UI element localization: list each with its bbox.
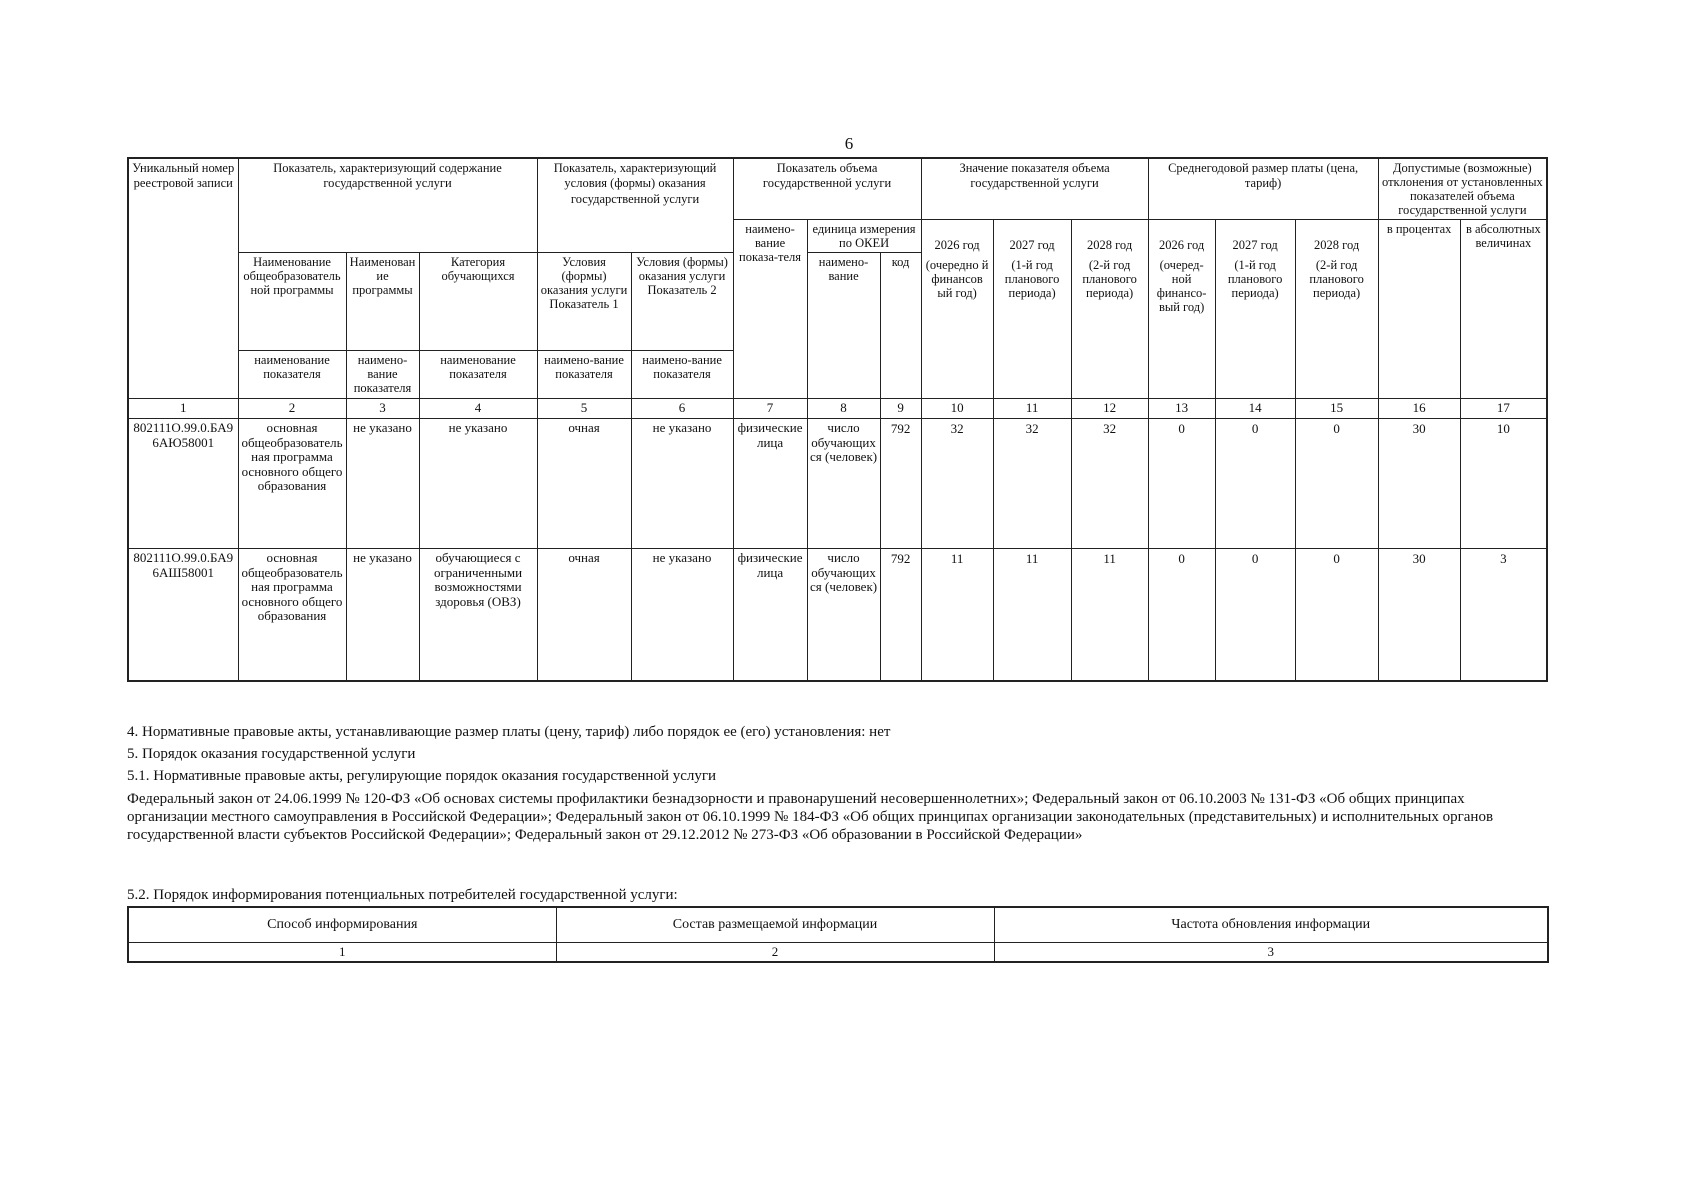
value-2026: 11 — [921, 549, 993, 681]
column-number: 4 — [419, 399, 537, 419]
deviation-percent: 30 — [1378, 419, 1460, 549]
subheader-indicator-name: наимено-вание показателя — [346, 351, 419, 399]
section-4-fee-acts: 4. Нормативные правовые акты, устанавливающие размер платы (цену, тариф) либо порядок ее (его) установления: нет — [127, 724, 891, 740]
subheader-indicator-name: наимено-вание показателя — [631, 351, 733, 399]
condition-2: не указано — [631, 419, 733, 549]
header-fee-2028: 2028 год (2-й год планового периода) — [1295, 220, 1378, 399]
header-allowed-deviation: Допустимые (возможные) отклонения от установленных показателей объема государственной услуги — [1378, 158, 1547, 220]
program-name: основная общеобразовательная программа основного общего образования — [238, 419, 346, 549]
unit-code: 792 — [880, 419, 921, 549]
header-average-fee: Среднегодовой размер платы (цена, тариф) — [1148, 158, 1378, 220]
column-number: 8 — [807, 399, 880, 419]
header-registry-number: Уникальный номер реестровой записи — [128, 158, 238, 399]
column-number: 12 — [1071, 399, 1148, 419]
column-number: 17 — [1460, 399, 1547, 419]
subheader-indicator-name: наименование показателя — [238, 351, 346, 399]
federal-laws-list: Федеральный закон от 24.06.1999 № 120-ФЗ «Об основах системы профилактики безнадзорности и правонарушений несовершеннолетних»; Федеральный закон от 06.10.2003 № 131-ФЗ «Об общих принципах организации местного самоуправления в Российской Федерации»; Федеральный закон от 06.10.1999 № 184-ФЗ «Об общих принципах организации законодательных (представительных) и исполнительных органов государственной власти субъектов Российской Федерации»; Федеральный закон от 29.12.2012 № 273-ФЗ «Об образовании в Российской Федерации» — [127, 791, 1494, 843]
condition-2: не указано — [631, 549, 733, 681]
program-kind: не указано — [346, 549, 419, 681]
unit-name: число обучающихся (человек) — [807, 419, 880, 549]
student-category: обучающиеся с ограниченными возможностями здоровья (ОВЗ) — [419, 549, 537, 681]
value-2028: 11 — [1071, 549, 1148, 681]
column-number: 14 — [1215, 399, 1295, 419]
header-info-method: Способ информирования — [128, 907, 556, 943]
condition-1: очная — [537, 419, 631, 549]
value-2026: 32 — [921, 419, 993, 549]
header-fee-2027: 2027 год (1-й год планового периода) — [1215, 220, 1295, 399]
unit-code: 792 — [880, 549, 921, 681]
student-category: не указано — [419, 419, 537, 549]
deviation-absolute: 10 — [1460, 419, 1547, 549]
header-condition-2: Условия (формы) оказания услуги Показатель 2 — [631, 253, 733, 351]
column-number: 1 — [128, 399, 238, 419]
header-info-frequency: Частота обновления информации — [994, 907, 1548, 943]
column-number: 10 — [921, 399, 993, 419]
value-2027: 11 — [993, 549, 1071, 681]
table-row — [128, 419, 1547, 549]
column-number: 9 — [880, 399, 921, 419]
section-5-title: 5. Порядок оказания государственной услуги — [127, 746, 416, 762]
header-program-kind: Наименование программы — [346, 253, 419, 351]
header-student-category: Категория обучающихся — [419, 253, 537, 351]
header-content-indicator: Показатель, характеризующий содержание государственной услуги — [238, 158, 537, 253]
fee-2027: 0 — [1215, 419, 1295, 549]
section-5-1-title: 5.1. Нормативные правовые акты, регулирующие порядок оказания государственной услуги — [127, 768, 717, 784]
fee-2027: 0 — [1215, 549, 1295, 681]
table-row — [128, 549, 1547, 681]
column-number: 2 — [556, 943, 994, 963]
column-number: 3 — [994, 943, 1548, 963]
header-program-name: Наименование общеобразовательной программы — [238, 253, 346, 351]
value-2028: 32 — [1071, 419, 1148, 549]
fee-2026: 0 — [1148, 419, 1215, 549]
column-number: 16 — [1378, 399, 1460, 419]
column-number: 2 — [238, 399, 346, 419]
registry-number: 802111О.99.0.БА96АШ58001 — [128, 549, 238, 681]
header-value-2026: 2026 год (очередно й финансов ый год) — [921, 220, 993, 399]
service-volume-table — [127, 157, 1548, 682]
header-deviation-percent: в процентах — [1378, 220, 1460, 399]
header-volume-indicator: Показатель объема государственной услуги — [733, 158, 921, 220]
header-fee-2026: 2026 год (очеред-ной финансо-вый год) — [1148, 220, 1215, 399]
column-number: 13 — [1148, 399, 1215, 419]
column-number: 6 — [631, 399, 733, 419]
column-number: 5 — [537, 399, 631, 419]
column-number: 7 — [733, 399, 807, 419]
page-number: 6 — [844, 134, 854, 153]
header-okei-unit: единица измерения по ОКЕИ — [807, 220, 921, 253]
header-condition-1: Условия (формы) оказания услуги Показатель 1 — [537, 253, 631, 351]
fee-2026: 0 — [1148, 549, 1215, 681]
volume-indicator-name: физические лица — [733, 549, 807, 681]
value-2027: 32 — [993, 419, 1071, 549]
column-number: 11 — [993, 399, 1071, 419]
condition-1: очная — [537, 549, 631, 681]
registry-number: 802111О.99.0.БА96АЮ58001 — [128, 419, 238, 549]
program-kind: не указано — [346, 419, 419, 549]
column-numbers-row — [128, 399, 1547, 419]
subheader-indicator-name: наименование показателя — [419, 351, 537, 399]
header-volume-value: Значение показателя объема государственной услуги — [921, 158, 1148, 220]
fee-2028: 0 — [1295, 419, 1378, 549]
column-number: 1 — [128, 943, 556, 963]
unit-name: число обучающихся (человек) — [807, 549, 880, 681]
column-number: 15 — [1295, 399, 1378, 419]
header-conditions-indicator: Показатель, характеризующий условия (формы) оказания государственной услуги — [537, 158, 733, 253]
volume-indicator-name: физические лица — [733, 419, 807, 549]
deviation-percent: 30 — [1378, 549, 1460, 681]
header-volume-name: наимено-вание показа-теля — [733, 220, 807, 399]
information-table — [127, 906, 1549, 963]
header-value-2028: 2028 год (2-й год планового периода) — [1071, 220, 1148, 399]
header-deviation-absolute: в абсолютных величинах — [1460, 220, 1547, 399]
header-value-2027: 2027 год (1-й год планового периода) — [993, 220, 1071, 399]
program-name: основная общеобразовательная программа основного общего образования — [238, 549, 346, 681]
deviation-absolute: 3 — [1460, 549, 1547, 681]
fee-2028: 0 — [1295, 549, 1378, 681]
column-number: 3 — [346, 399, 419, 419]
subheader-indicator-name: наимено-вание показателя — [537, 351, 631, 399]
header-info-content: Состав размещаемой информации — [556, 907, 994, 943]
section-5-2-title: 5.2. Порядок информирования потенциальных потребителей государственной услуги: — [127, 887, 678, 903]
header-unit-name: наимено-вание — [807, 253, 880, 399]
header-unit-code: код — [880, 253, 921, 399]
